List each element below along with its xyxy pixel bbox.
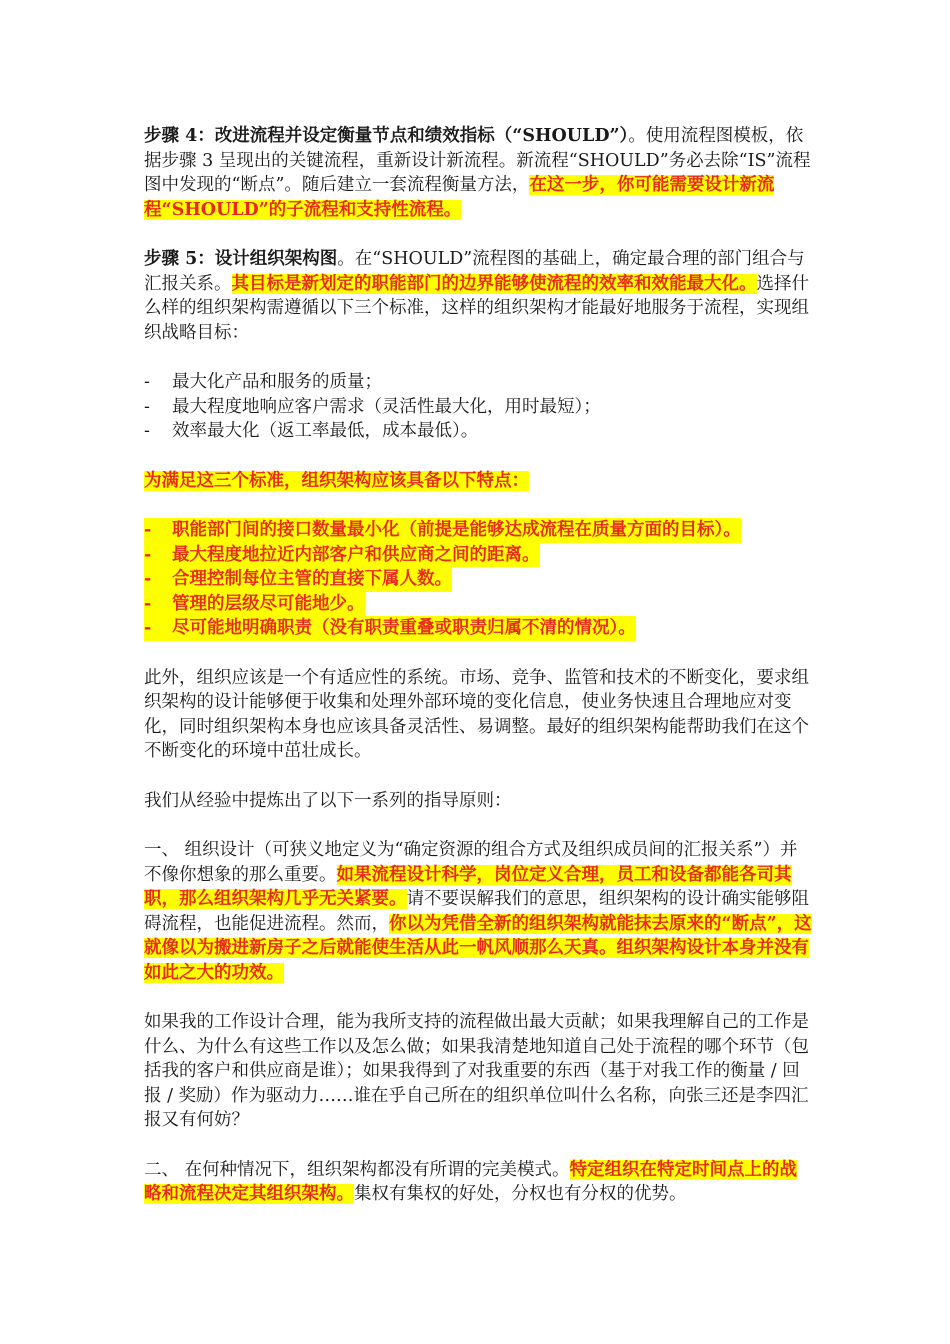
principle-1-paragraph [144,838,814,985]
list-item-text: 尽可能地明确职责（没有职责重叠或职责归属不清的情况）。 [172,618,636,638]
list-item-text: 效率最大化（返工率最低，成本最低）。 [172,421,479,441]
list-item [144,616,814,641]
bullet-dash: - [144,593,152,614]
bullet-dash: - [144,618,152,638]
document-page [144,124,814,1232]
principles-intro: 我们从经验中提炼出了以下一系列的指导原则： [144,790,512,811]
principle-2-text: 二、 在何种情况下，组织架构都没有所谓的完美模式。 [144,1159,570,1180]
step5-text-continued: 选择什么样的组织架构需遵循以下三个标准，这样的组织架构才能最好地服务于流程，实现组织战略目标： [144,273,809,343]
principle-1-text: 一、 组织设计（可狭义地定义为“确定资源的组合方式及组织成员间的汇报关系”）并不像你想象的那么重要。 [144,840,798,885]
list-item [144,592,814,617]
list-item [144,370,814,395]
principle-1-text-continued: 请不要误解我们的意思，组织架构的设计确实能够阻碍流程，也能促进流程。然而， [144,889,809,934]
step5-title: 步骤 5：设计组织架构图 [144,249,338,269]
step4-highlight: 在这一步，你可能需要设计新流程“SHOULD”的子流程和支持性流程。 [144,175,775,220]
step4-paragraph [144,124,814,222]
step5-text: 。在“SHOULD”流程图的基础上，确定最合理的部门组合与汇报关系。 [144,249,805,294]
bullet-dash: - [144,396,150,417]
bullet-dash: - [144,520,152,540]
bullet-dash: - [144,569,152,589]
step5-paragraph [144,247,814,345]
step4-text: 。使用流程图模板，依据步骤 3 呈现出的关键流程，重新设计新流程。新流程“SHOULD”务必去除“IS”流程图中发现的“断点”。随后建立一套流程衡量方法， [144,126,811,195]
bullet-dash: - [144,421,150,441]
list-item [144,419,814,444]
bullet-dash: - [144,372,150,392]
principle-2-text-continued: 集权有集权的好处，分权也有分权的优势。 [354,1184,687,1204]
principle-2-paragraph [144,1158,814,1207]
bullet-dash: - [144,544,152,565]
list-item [144,395,814,420]
features-list [144,518,814,641]
features-heading-paragraph [144,469,814,494]
list-item-text: 最大程度地响应客户需求（灵活性最大化，用时最短）； [172,396,601,417]
list-item [144,518,814,543]
principle-2-highlight: 特定组织在特定时间点上的战略和流程决定其组织架构。 [144,1159,798,1204]
list-item-text: 最大化产品和服务的质量； [172,372,382,392]
criteria-list [144,370,814,444]
principle-1-highlight-2: 你以为凭借全新的组织架构就能抹去原来的“断点”，这就像以为搬进新房子之后就能使生活从此一帆风顺那么天真。组织架构设计本身并没有如此之大的功效。 [144,913,812,983]
step4-title: 步骤 4：改进流程并设定衡量节点和绩效指标（“SHOULD”） [144,126,629,146]
adaptability-paragraph: 此外，组织应该是一个有适应性的系统。市场、竞争、监管和技术的不断变化，要求组织架构的设计能够便于收集和处理外部环境的变化信息，使业务快速且合理地应对变化，同时组织架构本身也应该具备灵活性、易调整。最好的组织架构能帮助我们在这个不断变化的环境中茁壮成长。 [144,667,809,761]
list-item-text: 职能部门间的接口数量最小化（前提是能够达成流程在质量方面的目标）。 [172,520,741,540]
list-item [144,543,814,568]
list-item-text: 合理控制每位主管的直接下属人数。 [172,569,452,589]
list-item-text: 最大程度地拉近内部客户和供应商之间的距离。 [172,544,540,565]
step5-highlight: 其目标是新划定的职能部门的边界能够使流程的效率和效能最大化。 [231,273,757,294]
list-item [144,567,814,592]
job-design-paragraph: 如果我的工作设计合理，能为我所支持的流程做出最大贡献；如果我理解自己的工作是什么、为什么有这些工作以及怎么做；如果我清楚地知道自己处于流程的哪个环节（包括我的客户和供应商是谁）；如果我得到了对我重要的东西（基于对我工作的衡量 / 回报 / 奖励）作为驱动力……谁在乎自己所在的组织单位叫什么名称，向张三还是李四汇报又有何妨？ [144,1012,809,1130]
principle-1-highlight: 如果流程设计科学，岗位定义合理，员工和设备都能各司其职，那么组织架构几乎无关紧要。 [144,864,792,909]
features-heading: 为满足这三个标准，组织架构应该具备以下特点： [144,470,529,491]
list-item-text: 管理的层级尽可能地少。 [172,593,365,614]
